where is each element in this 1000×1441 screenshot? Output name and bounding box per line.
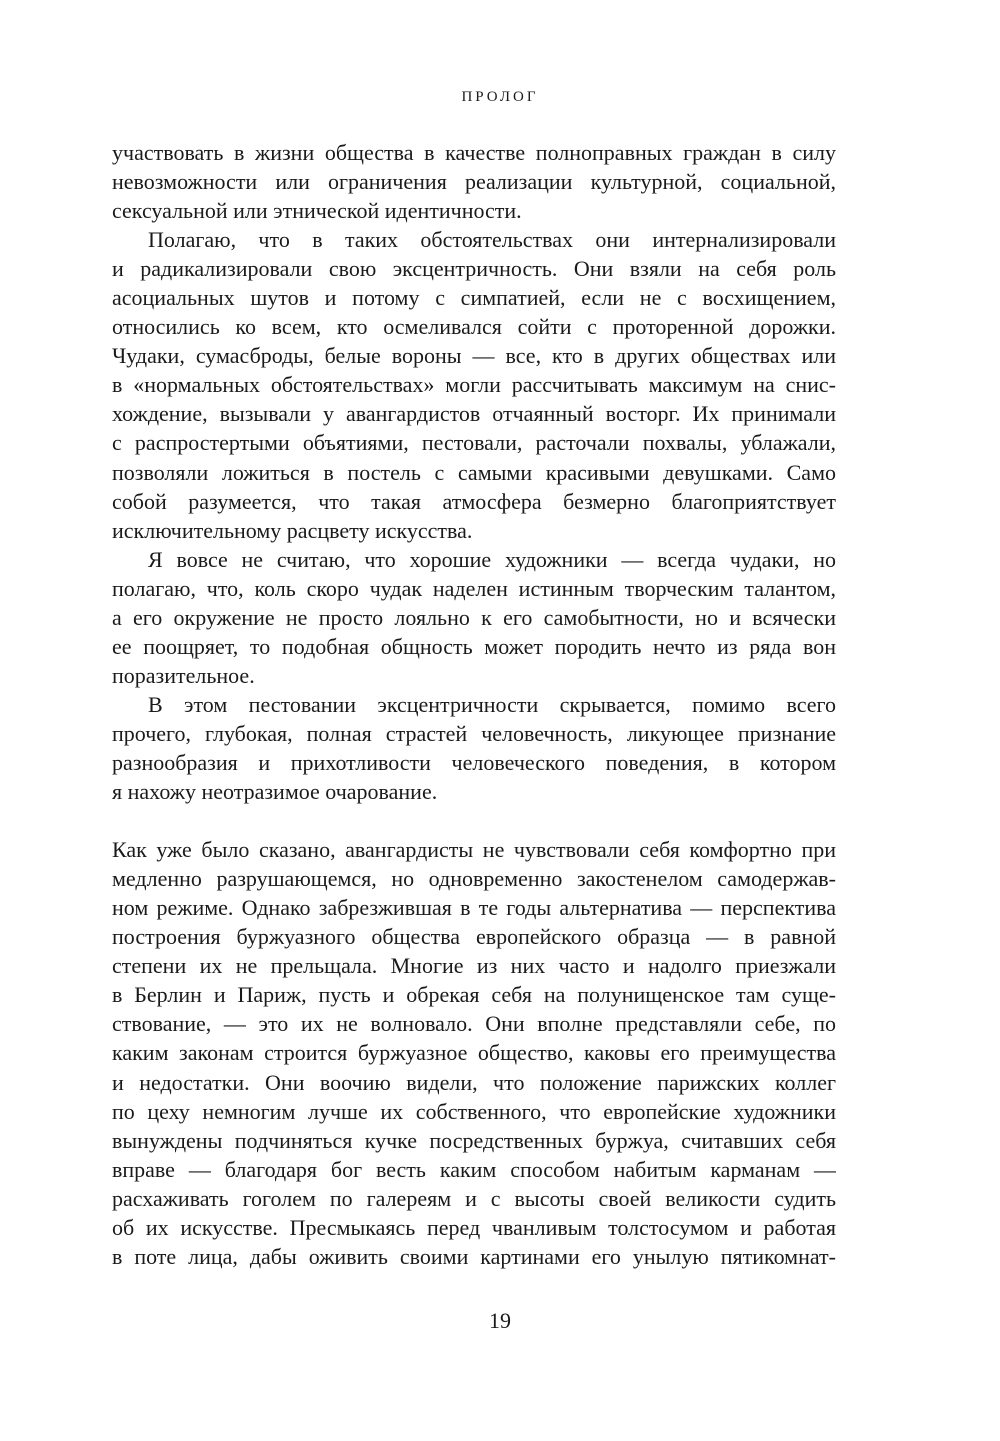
text-line: поразительное.: [112, 662, 255, 688]
paragraph: [112, 690, 836, 806]
text-line: по цеху немногим лучше их собственного, что европейские художники: [112, 1098, 836, 1124]
text-line: относились ко всем, кто осмеливался сойти с проторенной дорожки.: [112, 314, 836, 340]
text-line: медленно разрушающемся, но одновременно закостенелом самодержав-: [112, 866, 836, 892]
text-line: невозможности или ограничения реализации культурной, социальной,: [112, 169, 836, 195]
text-line: Как уже было сказано, авангардисты не чувствовали себя комфортно при: [112, 837, 836, 863]
text-line: В этом пестовании эксцентричности скрывается, помимо всего: [148, 691, 836, 717]
text-line: в «нормальных обстоятельствах» могли рассчитывать максимум на снис-: [112, 372, 836, 398]
text-line: в Берлин и Париж, пусть и обрекая себя на полунищенское там суще-: [112, 982, 836, 1008]
text-line: об их искусстве. Пресмыкаясь перед чванливым толстосумом и работая: [112, 1214, 836, 1240]
text-line: асоциальных шутов и потому с симпатией, если не с восхищением,: [112, 285, 836, 311]
paragraph: [112, 138, 836, 225]
text-line: построения буржуазного общества европейского образца — в равной: [112, 924, 836, 950]
section-break: [112, 806, 836, 835]
text-line: в поте лица, дабы оживить своими картинами его унылую пятикомнат-: [112, 1243, 836, 1269]
body-text: [112, 138, 836, 1271]
text-line: вынуждены подчиняться кучке посредственных буржуа, считавших себя: [112, 1127, 836, 1153]
text-line: участвовать в жизни общества в качестве полноправных граждан в силу: [112, 140, 836, 165]
text-line: полагаю, что, коль скоро чудак наделен истинным творческим талантом,: [112, 575, 836, 601]
text-line: и недостатки. Они воочию видели, что положение парижских коллег: [112, 1069, 836, 1095]
text-line: собой разумеется, что такая атмосфера безмерно благоприятствует: [112, 488, 836, 514]
text-line: и радикализировали свою эксцентричность. Они взяли на себя роль: [112, 256, 836, 282]
text-line: ее поощряет, то подобная общность может породить нечто из ряда вон: [112, 633, 836, 659]
text-line: каким законам строится буржуазное общество, каковы его преимущества: [112, 1040, 836, 1066]
paragraph: [112, 545, 836, 690]
paragraph: [112, 225, 836, 545]
text-line: я нахожу неотразимое очарование.: [112, 779, 438, 805]
text-line: позволяли ложиться в постель с самыми красивыми девушками. Само: [112, 459, 836, 485]
text-line: расхаживать гоголем по галереям и с высоты своей великости судить: [112, 1185, 836, 1211]
text-line: ствование, — это их не волновало. Они вполне представляли себе, по: [112, 1011, 836, 1037]
text-line: хождение, вызывали у авангардистов отчаянный восторг. Их принимали: [112, 401, 836, 427]
text-line: Я вовсе не считаю, что хорошие художники — всегда чудаки, но: [148, 546, 836, 572]
text-line: разнообразия и прихотливости человеческого поведения, в котором: [112, 749, 836, 775]
text-line: с распростертыми объятиями, пестовали, расточали похвалы, ублажали,: [112, 430, 836, 456]
text-line: сексуальной или этнической идентичности.: [112, 198, 522, 224]
text-line: Полагаю, что в таких обстоятельствах они интернализировали: [148, 227, 836, 253]
running-header: ПРОЛОГ: [461, 89, 539, 105]
text-line: исключительному расцвету искусства.: [112, 517, 473, 543]
paragraph: [112, 835, 836, 1271]
text-line: Чудаки, сумасброды, белые вороны — все, кто в других обществах или: [112, 343, 836, 369]
text-line: степени их не прельщала. Многие из них часто и надолго приезжали: [112, 953, 836, 979]
text-line: прочего, глубокая, полная страстей человечность, ликующее признание: [112, 720, 836, 746]
text-line: а его окружение не просто лояльно к его самобытности, но и всячески: [112, 604, 836, 630]
page-number: 19: [489, 1308, 511, 1333]
text-line: ном режиме. Однако забрезжившая в те годы альтернатива — перспектива: [112, 895, 836, 921]
text-line: вправе — благодаря бог весть каким способом набитым карманам —: [112, 1156, 836, 1182]
